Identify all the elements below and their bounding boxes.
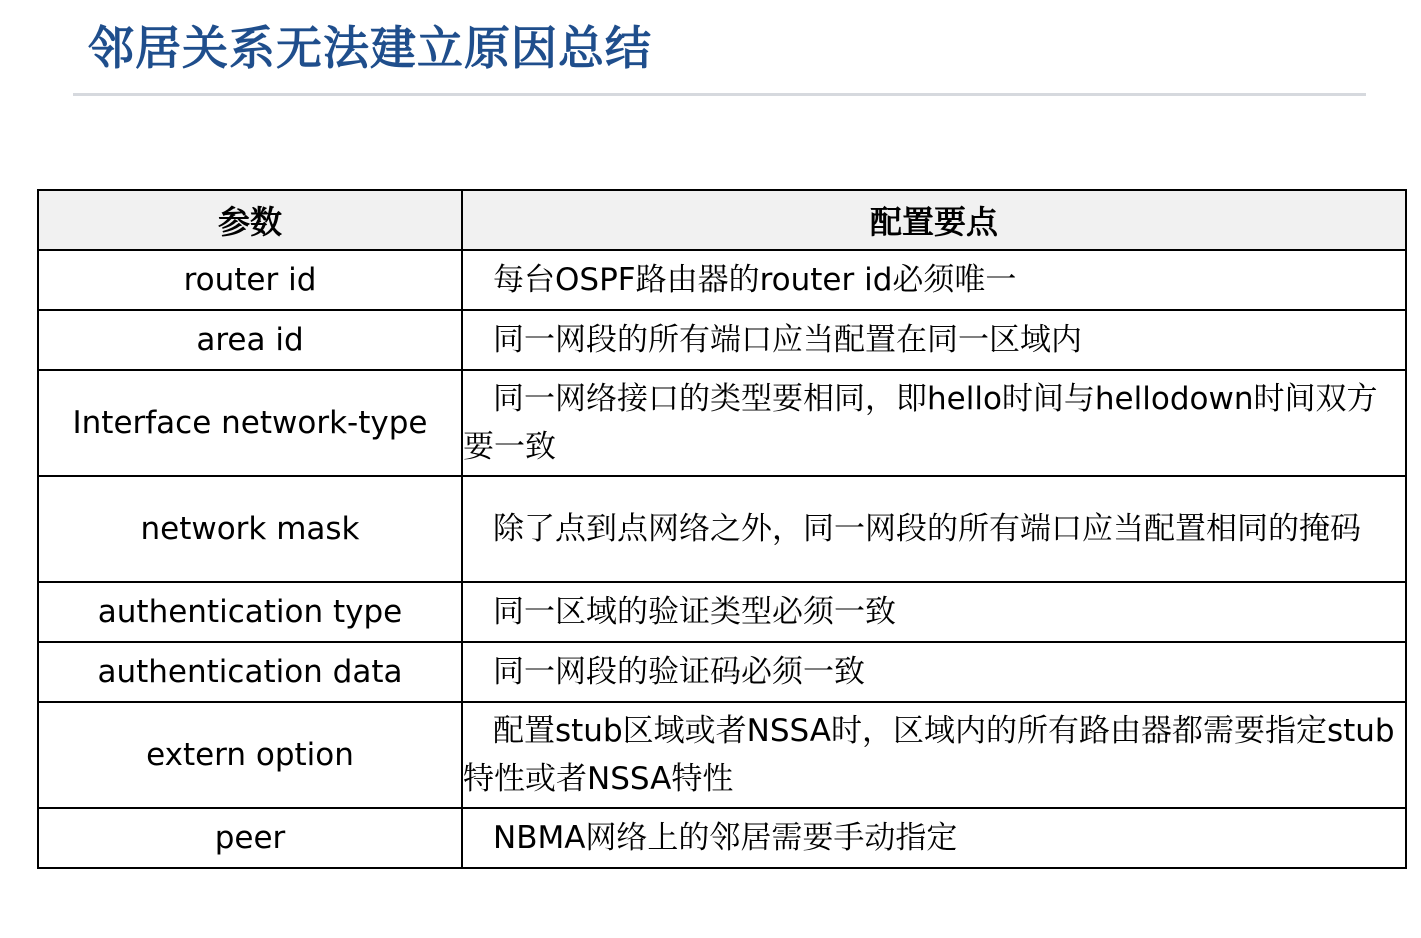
- header-param: 参数: [38, 190, 462, 250]
- table-header-row: [38, 190, 1406, 250]
- desc-cell: 除了点到点网络之外，同一网段的所有端口应当配置相同的掩码: [462, 476, 1406, 582]
- page-title: 邻居关系无法建立原因总结: [88, 21, 652, 75]
- param-cell: Interface network-type: [38, 370, 462, 476]
- param-cell: peer: [38, 808, 462, 868]
- param-cell: area id: [38, 310, 462, 370]
- desc-cell: 同一网段的验证码必须一致: [462, 642, 1406, 702]
- table-row: [38, 808, 1406, 868]
- table-row: [38, 370, 1406, 476]
- table-row: [38, 476, 1406, 582]
- table-row: [38, 582, 1406, 642]
- table-row: [38, 642, 1406, 702]
- desc-cell: NBMA网络上的邻居需要手动指定: [462, 808, 1406, 868]
- table-row: [38, 702, 1406, 808]
- desc-cell: 每台OSPF路由器的router id必须唯一: [462, 250, 1406, 310]
- parameters-table: [37, 189, 1407, 869]
- desc-cell: 同一区域的验证类型必须一致: [462, 582, 1406, 642]
- param-cell: network mask: [38, 476, 462, 582]
- desc-cell: 配置stub区域或者NSSA时，区域内的所有路由器都需要指定stub特性或者NSSA特性: [462, 702, 1406, 808]
- desc-cell: 同一网段的所有端口应当配置在同一区域内: [462, 310, 1406, 370]
- param-cell: authentication type: [38, 582, 462, 642]
- table-row: [38, 250, 1406, 310]
- table-row: [38, 310, 1406, 370]
- desc-cell: 同一网络接口的类型要相同，即hello时间与hellodown时间双方要一致: [462, 370, 1406, 476]
- param-cell: extern option: [38, 702, 462, 808]
- title-divider: [73, 93, 1366, 96]
- param-cell: router id: [38, 250, 462, 310]
- header-config: 配置要点: [462, 190, 1406, 250]
- param-cell: authentication data: [38, 642, 462, 702]
